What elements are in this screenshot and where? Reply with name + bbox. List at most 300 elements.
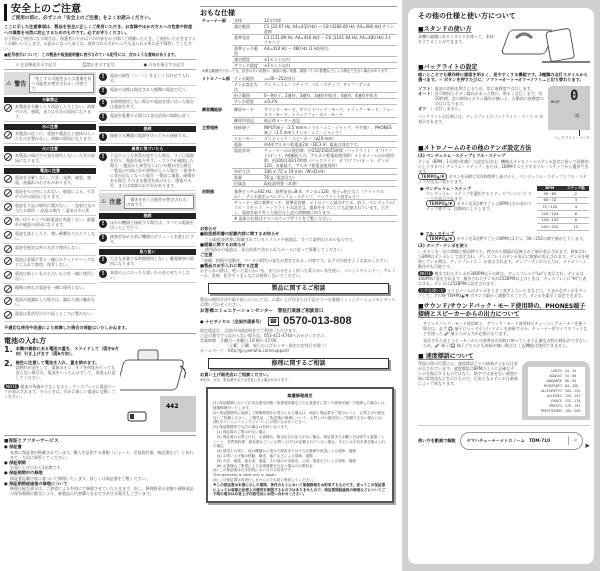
speed-section: [418, 361, 590, 420]
warranty-item-head: ● 保証書: [4, 444, 22, 450]
tempo-section: [418, 153, 590, 183]
safety-item-text: 電池を下記の場所に置かない。・直射日光の当たる場所 ・高温の車内 ・湿気の多い所: [15, 203, 95, 214]
caution-desc: 「傷害を負う可能性が想定される」内容です。: [124, 195, 194, 209]
bpm-cell: 4: [563, 204, 589, 211]
consult-text: 製品の使用方法や取り扱いについては、お買い上げ店または下記ヤマハお客様コミュニケーションセンターへお問い合わせください。: [200, 297, 396, 308]
safety-item: [4, 256, 96, 270]
instruction-icon: !: [99, 153, 107, 161]
spec-value: ※ 最新の仕様はヤマハのウェブサイトをご覧ください。: [232, 215, 397, 221]
backlight-mark-text: バックライト点灯時には、ディスプレイにバックライト・マーク ☼ が表示されます。: [418, 113, 544, 124]
repair-title: 修理に関するご相談: [208, 358, 389, 369]
prohibition-icon: [4, 285, 12, 293]
step-text: 本機の裏側にある電池の蓋を、スライドして（図中a方向）引き上げます（図b方向）。: [15, 346, 119, 357]
repair-text-block: [200, 372, 397, 382]
display-beat: BEAT: [551, 99, 560, 104]
spec-value: ±1セント以内: [262, 57, 397, 63]
left-column: [4, 4, 196, 496]
consult-line: 固定電話は、全国市内通話料金でご利用いただけます。: [200, 328, 300, 334]
spec-row: [200, 35, 397, 46]
notice-caution-title: ご注意: [200, 252, 213, 258]
stand-title: ■スタンドの使い方: [418, 26, 472, 33]
spec-value: C3 (131.89 Hz, A4=410 Hz) ～ C6 (1141.64 Hz, A4=480 Hz) 3オクターブ: [262, 35, 397, 46]
safety-item-text: 本製品を分解したり改造したりしない。故障やけが、感電、または火災の原因になります。: [15, 104, 95, 120]
step-number: 2.: [4, 358, 13, 368]
warranty-item-head: ● 保証期間: [4, 459, 26, 465]
safety-item: [99, 112, 196, 124]
safety-item: [4, 188, 96, 202]
term-name: LENTO: [551, 368, 562, 373]
disclaimer: 不適切な使用や改造により故障した場合の保証はいたしかねます。: [4, 324, 130, 330]
spec-key: 基準発音: [232, 35, 262, 46]
spec-key: 電池寿命: [232, 148, 262, 169]
safety-item-text: 電池の極性（＋／−）を正しく合わせて入れる。: [110, 73, 190, 84]
notices-section: [200, 226, 397, 278]
bpm-cell: 192～252: [537, 224, 563, 231]
spec-key: 質量: [232, 175, 262, 181]
group-header: 接続: [99, 126, 196, 132]
safety-item-text: 下記のような異常が発生した場合、すぐに電源を切り、電池を取り外す。・ブラグが破損した場合 ・製品から異常なにおいや煙が出た場合 ・製品の内部に水や異物が入った場合 ・使用中に音が出なくなった場合 ・製品に亀裂、破損がある場合 そのまま使用を続けると、感電や火災、または故障のおそれがあります。: [110, 153, 196, 189]
battery-illustration: [120, 346, 196, 432]
spec-row: [200, 148, 397, 169]
specs-title: おもな仕様: [200, 9, 235, 17]
spec-group: 主要規格: [202, 125, 218, 130]
legend-prohibit-label: 禁止を示す記号: [86, 61, 115, 67]
free-repair-item: (6) お客様のご要望により出張修理を行なう場合の出張料金: [213, 463, 313, 468]
caution-icon: ⚠: [101, 198, 107, 206]
instruction-icon: !: [99, 113, 107, 121]
consult-line: 上記の番号でつながらない場合は、053-411-4744へおかけください。: [200, 333, 329, 339]
warning-column-left: [4, 72, 96, 322]
safety-item: [4, 103, 96, 122]
spec-group: [200, 82, 232, 93]
spec-note-row: [200, 69, 397, 75]
spec-value: ±0.2%: [262, 99, 397, 105]
spec-group: [200, 35, 232, 46]
spec-value: チューナーのみ使用時：約250/150/25時間（バックライト：オフ/ソフト/オート、A4連続入力、アルカリ乾電池使用時）メトロノームのみ使用時：約200/130/17時間（バックライト：オフ/ソフト/オート、テンポ120、音量最大、アルカリ乾電池使用時）: [262, 148, 397, 169]
battery-step-2: [4, 360, 119, 380]
instruction-icon: !: [99, 99, 107, 107]
backlight-text: 暗いところでも操作時に画面を明るく、見やすくする機能です。3種類の点灯スタイルから選べます。☼ ボタンを押すたびに、ソフト→オート→オフ→ソフト…と切り替わります。: [418, 72, 588, 83]
term-range: 66 - 84: [565, 378, 577, 383]
tempo-terms-illustration: [522, 361, 590, 420]
prohibition-icon: [4, 231, 12, 239]
notice-caution-text: 「故障、損傷や誤動作、データの損失の発生が想定される」内容です。以下の内容をよくお読みください。: [200, 257, 392, 263]
step-subtext: 誤動作が発生して、電源のオン、オフを何度か行っても直らない場合は、電池をいったんはずして、再度入れ直してください。: [15, 365, 116, 381]
spec-value: 76 g（電池含む）: [262, 175, 397, 181]
free-repair-item: (5) この保証書は再発行しませんので大切に保管してください。: [213, 478, 317, 482]
spec-row: [200, 107, 397, 118]
spec-group: メトロノーム部: [202, 76, 230, 81]
term-range: 120 - 152: [565, 393, 581, 398]
safety-item-text: 使い切りタイプの乾電池は充電しない。液漏れや破裂の原因になります。: [15, 217, 95, 228]
repair-note: ※住所、社名、電話番号などは変更になる場合があります。: [200, 377, 291, 382]
notice-text: 使用済みの電池は、各自治体で決められたルールに従って廃棄してください。: [205, 247, 345, 253]
bpm-cell: 60～72: [537, 197, 563, 204]
specs-table: [200, 18, 397, 223]
phone-number[interactable]: 0570-013-808: [283, 315, 352, 328]
consult-homepage[interactable]: ホームページ http://jp.yamaha.com/support/: [200, 348, 290, 354]
spec-value: ♩=30～252回/分: [262, 76, 397, 82]
safety-title: 安全上のご注意: [11, 4, 81, 15]
cursor-pointer-icon: ➤: [584, 441, 590, 450]
group-header: 接続: [99, 213, 196, 219]
backlight-mode-desc: 音の検知とボタン操作があった時に、明るく点灯します。約10秒間、音の検知とボタン操作が無いと、自動的に低輝度の点灯になります。: [434, 91, 544, 107]
prohibition-icon: [4, 203, 12, 211]
tempo-button: TEMPO▲/▼: [418, 173, 447, 180]
bpm-cell: 72～120: [537, 204, 563, 211]
stand-section: [418, 34, 590, 64]
spec-row: [200, 82, 397, 93]
safety-item-text: 大きな音量で長時間使用しない。聴覚障害の原因になります。: [110, 256, 194, 267]
full-step-text: [418, 236, 590, 241]
caution-box: [99, 193, 196, 211]
divider: [4, 435, 196, 436]
safety-item-text: 電池は乳幼児の手の届くところに置かない。: [15, 311, 95, 317]
group-header: 取り扱い: [99, 249, 196, 255]
spec-row: [200, 24, 397, 35]
warning-box: [4, 72, 96, 95]
bpm-cell: 8: [563, 217, 589, 224]
display-digit: 0: [570, 87, 579, 104]
term-name: VIVACE: [550, 398, 562, 403]
pendulum-text2: ボタンを1回押すごとにBPMは右の表のステップ値ずつ、段階的に上下します。: [426, 201, 532, 212]
free-repair-item: (1) 保証書のご提示がない場合: [213, 430, 266, 435]
notice-head: ■取扱説明書の記載内容に関するお知らせ: [200, 231, 280, 237]
safety-item: [99, 132, 196, 144]
consult-hours: 営業時間 月曜日～金曜日 10:00～17:00: [200, 338, 277, 344]
spec-value: C1 (32.67 Hz, A4=410 Hz) ～ C8 (4186.00 Hz, A4=480 Hz) サイン波時: [262, 24, 397, 35]
group-header: 分解禁止: [4, 97, 96, 103]
symbols-note: ■記号表示について：この製品や取扱説明書に表示されている記号には、次のような意味があります。: [4, 52, 179, 58]
display-illustration: [548, 86, 590, 130]
safety-item-text: 演奏を始める前に機器のボリュームを最小にする。: [110, 234, 194, 245]
tempo-button: TEMPO▲/▼: [426, 200, 455, 207]
spec-value: チューナー部の基準ピッチ、基準発音値、メトロノーム部のテンポ、拍子、ペンデュラム/フル・ステップ、バックライトの設定は、電源をオフにしても記憶されています。ただし、電池を取り外した場合は上記の初期値に戻ります。: [232, 199, 397, 215]
backlight-mode: [418, 106, 544, 111]
safety-item: [4, 244, 96, 256]
safety-item: [4, 270, 96, 284]
term-range: 192 - 208: [565, 408, 581, 413]
spec-row: [200, 199, 397, 215]
warning-desc: 「死亡する可能性または重傷を負う可能性が想定される」内容です。: [29, 74, 94, 93]
legend-instruct-label: 行為を指示する記号: [148, 61, 185, 67]
safety-item: [99, 219, 196, 233]
safety-item: [4, 130, 96, 144]
video-row: [418, 432, 590, 450]
spec-key: 測定範囲: [232, 24, 262, 35]
safety-item-text: 電池の交換は指定された種類の電池で行う。: [110, 87, 190, 93]
safety-item: [4, 230, 96, 244]
spec-key: 拍子範囲: [232, 93, 262, 99]
consult-details: [200, 328, 397, 353]
instruction-icon: !: [99, 234, 107, 242]
bpm-cell: 3: [563, 197, 589, 204]
tip-badge: 上手な使い方: [420, 287, 444, 293]
free-repair-item: (1) 保証期間において正常な使用状態（取扱説明書などの注意書きに従った使用状態）で故障した場合には無償修理をいたします。: [213, 401, 385, 411]
spec-key: テンポ範囲: [232, 76, 262, 82]
video-label: 使い方を動画で解説: [418, 437, 456, 443]
bpm-row: [537, 224, 589, 231]
safety-item: [99, 233, 196, 247]
battery-title: 電池の入れ方: [4, 337, 46, 346]
notice-care-head: ■製品のお手入れに関する注意: [200, 262, 259, 268]
step-number: 1.: [4, 345, 13, 355]
full-step-title: ● フル・ステップ: [420, 230, 455, 236]
instruction-icon: !: [99, 220, 107, 228]
spec-value: 12平均律: [262, 18, 397, 24]
prohibition-icon: [4, 245, 12, 253]
warranty-item-head: ● 保証期間経過後の修理について: [4, 480, 68, 486]
backlight-title: ■バックライトの設定: [418, 64, 478, 71]
navi-dial-icon: ☎: [269, 317, 278, 325]
prohibition-icon: [4, 271, 12, 279]
safety-subtitle: ご使用の前に、必ずこの「安全上のご注意」をよくお読みください。: [11, 16, 154, 21]
step-text: 極性に注意して電池を入れ、蓋を閉めます。: [15, 359, 100, 365]
usage-content: [418, 12, 590, 450]
safety-item: [4, 174, 96, 188]
spec-value: サウンド・モード、サウンドバック・モード、トラック・モード、フォーカス・モード、トラックフォーカス・モード: [262, 107, 397, 118]
spec-key: 付属品: [232, 181, 262, 187]
display-readout: 442: [166, 403, 179, 411]
prohibition-icon: [4, 311, 12, 319]
battery-note: [4, 384, 119, 399]
free-repair-title: 無償修理規定: [287, 392, 313, 398]
free-repair-item: (3) 保証期間内でも次の場合は有料となります。: [213, 425, 291, 430]
note-text: 電池の残量が少なくなると、ディスプレイに電池マークが表示されます。そのときは、早めに新しい電池に交換してください。: [4, 384, 116, 400]
instruction-icon: !: [99, 87, 107, 95]
safety-item: [4, 202, 96, 216]
safety-item: [99, 98, 196, 112]
free-repair-item: (2) 保証書のお買上げ日、お客様名、販売店名の記入がない場合、保証書または購入を証明する書類（レシート、売買契約書、納品書など）にお買い上げ日が記載されていない場合、あるいは字句を書き換えられた場合: [213, 434, 386, 449]
spec-key: テンポ精度: [232, 99, 262, 105]
safety-item-text: 種類の異なる電池を一緒に使用しない。: [15, 285, 87, 291]
navi-label: ● ナビダイヤル（全国共通番号）: [200, 318, 264, 324]
video-search-box[interactable]: [460, 432, 583, 450]
spec-value: A4=410 Hz ～ 480 Hz (1 Hz単位): [262, 46, 397, 57]
term-range: 54 - 66: [565, 373, 577, 378]
sound-title: ■サウンド/サウンドバック・モード使用時の、PHONES端子接続とスピーカーからの出力について: [418, 302, 586, 318]
divider: [4, 333, 196, 334]
spec-key: 測定精度: [232, 57, 262, 63]
pendulum-step: [418, 186, 533, 211]
tap-tempo-title: (2) タップ・テンポを使う: [418, 243, 468, 249]
spec-key: サウンド精度: [232, 63, 262, 69]
backlight-modes: [418, 86, 544, 112]
bpm-cell: 12: [563, 224, 589, 231]
tempo-title: ■メトロノームのその他のテンポ設定方法: [418, 145, 532, 153]
group-header: 異常に気づいたら: [99, 146, 196, 152]
safety-item: [4, 296, 96, 310]
bpm-row: [537, 197, 589, 204]
spec-group: [200, 148, 232, 169]
spec-value: 0～9拍子、2連符、3連符、3連符中抜き、4連符、4連符中抜き: [262, 93, 397, 99]
free-repair-box: [206, 387, 394, 503]
divider: [418, 425, 590, 426]
pendulum-text: ペンデュラム・ステップを選択するとディスプレイに Ⓟ マークが表示されます。: [426, 191, 532, 202]
notice-care-text: お手入れの際は、乾いた柔らかい布、または水をよく絞った柔らかい布を使い、ベンジンやシンナー、アルコール、洗剤、化学ぞうきんなどは使用しないでください。: [200, 268, 396, 279]
middle-column: [200, 6, 397, 503]
group-header: 水に注意: [4, 124, 96, 130]
tempo-text2: ボタンを同時に約1秒間押し続けると、ペンデュラム・ステップとフル・ステップが交互に変わります。: [418, 173, 587, 184]
battery-section: [4, 346, 196, 432]
search-icon[interactable]: ⌕: [568, 436, 582, 445]
pendulum-title: ● ペンデュラム・ステップ: [420, 185, 471, 191]
term-name: ALLEGRO: [547, 393, 562, 398]
bpm-cell: 2: [563, 191, 589, 197]
prohibition-icon: [4, 175, 12, 183]
spec-key: 練習モード: [232, 107, 262, 118]
backlight-mode-name: オフ ：: [418, 106, 435, 112]
warranty-item-text: 本書に保証書が掲載されています。購入を証明する書類（レシート、売買契約書、納品書など）とあわせて、大切に保管してください。: [10, 449, 194, 460]
repair-text: お買い上げ販売店にご相談ください。: [200, 372, 272, 378]
spec-row: [200, 189, 397, 200]
term-name: PRESTISSIMO: [540, 408, 562, 413]
safety-item-text: 電池を分解しない。火災、発熱、破裂、感電、液漏れのおそれがあります。: [15, 175, 91, 186]
term-range: 84 - 100: [565, 383, 579, 388]
video-search-query[interactable]: ヤマハチューナーメトロノーム TDM-710: [466, 437, 550, 443]
tap-tempo-section: [418, 243, 590, 297]
navi-dial: [200, 314, 397, 328]
spec-group: 練習機能部: [202, 106, 222, 112]
warranty-title: ■保証とアフターサービス: [4, 439, 59, 445]
warning-label: 警告: [14, 80, 27, 88]
safety-item-text: 本製品の周辺で火気を使用しない。火災の原因になります。: [15, 153, 95, 164]
prohibition-icon: [4, 189, 12, 197]
tempo-text1: テンポ（BPM＝1分間の拍数）の設定方法は、機械式メトロノームのテンポ設定に従って段階的に上下するペンデュラム・ステップ、または、1BPMずつ上下するフル・ステップから選択できます。: [418, 158, 589, 174]
bpm-header: ステップ値: [563, 186, 589, 192]
bpm-row: [537, 217, 589, 224]
safety-item: [99, 255, 196, 269]
safety-item-text: 電池が液漏れした場合は、漏れた液に触れない。: [15, 297, 95, 308]
bpm-header: BPM: [537, 186, 563, 192]
backlight-left: [418, 86, 544, 124]
backlight-sun-icon: ☼: [574, 111, 581, 120]
spec-row: [200, 125, 397, 136]
spec-key: 練習用表記: [232, 117, 262, 123]
term-range: 100 - 120: [565, 388, 581, 393]
instruction-icon: !: [99, 133, 107, 141]
warning-icon: ⚠: [6, 79, 12, 87]
term-range: 176 - 192: [565, 403, 581, 408]
safety-item-text: 電池を落としたり、強い衝撃を与えたりしない。: [15, 231, 95, 242]
sound-item: サウンドバック・モード使用時と、サウンド・モード使用時にチューニングメーターを使う場合は、必ず 🎧 端子にヘッドホン/イヤホンを接続するか、チューナー用マイクロフォンなどを使った 🎤 端子への入力が必要になります。: [423, 320, 588, 336]
term-name: PRESTO: [549, 403, 562, 408]
spec-value: ペンデュラム・ステップ、フル・ステップ、タップ・テンポ: [262, 82, 397, 93]
free-repair-item: (4) この保証書は日本国内においてのみ有効です。: [213, 468, 295, 473]
legend-prohibit: ⃠ 禁止を示す記号: [85, 61, 115, 67]
instruction-icon: !: [99, 256, 107, 264]
spec-key: スピーカー: [232, 136, 262, 142]
spec-value: 純正律メーター表記: [262, 117, 397, 123]
legend-attention: ⚠ 注意喚起を示す記号: [15, 61, 57, 67]
prohibition-icon: [4, 131, 12, 139]
backlight-mode: [418, 91, 544, 106]
display-figure: [548, 86, 590, 140]
warning-columns: [4, 72, 196, 322]
prohibition-icon: [4, 217, 12, 225]
term-name: ADAGIO: [549, 373, 562, 378]
battery-steps: [4, 346, 119, 399]
prohibition-icon: [4, 153, 12, 161]
spec-group: [200, 199, 232, 215]
spec-value: 取扱説明書（本書）: [262, 181, 397, 187]
spec-group: [200, 46, 232, 57]
safety-item: [99, 86, 196, 98]
consult-center: お客様コミュニケーションセンター 管弦打楽器ご相談窓口: [200, 309, 324, 315]
full-step-desc: ボタンを1回押すごとにBPMは1ずつ、30～252の間で値が上下します。: [456, 236, 587, 242]
safety-item-text: 電池を指定以外の方法で使用しない。: [15, 245, 83, 251]
term-name: MODERATO: [543, 383, 562, 388]
safety-item-text: 接続する機器の電源を切ってから接続する。: [110, 133, 190, 139]
bpm-row: [537, 204, 589, 211]
bpm-step-table: [537, 186, 589, 231]
notice-head: ■廃棄に関するお知らせ: [200, 241, 246, 247]
spec-key: テンポ設定方法: [232, 82, 262, 93]
spec-value: 106 × 72 × 19 mm（W×D×H）: [262, 169, 397, 175]
tip-text: メトロノームのテンポを大きく変更したいときなどに、大まかなテンポをタップして、その後 TEMPO▲/▼ ボタンで細かく調整することで、テンポを素早く設定できます。: [418, 287, 587, 298]
spec-group: 初期値: [202, 188, 214, 194]
product-consult-title: 製品に関するご相談: [208, 283, 389, 294]
spec-group: チューナー部: [202, 18, 226, 23]
backlight-mode-name: ソフト：: [418, 85, 435, 91]
term-name: ALLEGRETTO: [541, 388, 562, 393]
safety-item: [4, 284, 96, 296]
notice-text: この取扱説明書に掲載されているイラストや画面は、すべて説明のためのものです。: [205, 236, 357, 242]
safety-header: [4, 4, 196, 21]
consult-hours-note: （土曜、日曜、祝日およびセンター指定の定休日を除く）: [225, 343, 329, 349]
speed-title: ■ 速度標語について: [418, 352, 474, 360]
warranty-item-text: 保証書記載内容に基づいて修理いたします。詳しくは保証書をご覧ください。: [10, 475, 150, 481]
warranty-item-head: ● 保証期間中の修理: [4, 470, 43, 476]
free-repair-item: (5) 火災、地震、風水害、落雷、その他の天災地変、公害、塩害などによる故障、損傷: [213, 458, 356, 463]
group-header: 火に注意: [4, 146, 96, 152]
speed-text: 背面の図の位置には、速度標語ごとの演奏テンポの目安が示されています。速度標語はBPMのように正確なテンポを指示するものではなく、数字では表せない曲想や曲の雰囲気などを示すもので、目安となるテンポは楽曲によって異なります。: [418, 360, 518, 386]
safety-item: [99, 72, 196, 86]
free-repair-item: This warranty is valid only in Japan.: [213, 473, 277, 478]
notices-title: お知らせ: [200, 226, 217, 231]
free-repair-item: (2) 保証期間内に故障して無償修理をお受けになる場合は、商品と保証書をご提示のうえ、お買上げの販売店にご依頼ください。ご贈答品、ご転居後の修理について、お買上げの販売店にご依頼できない場合には、(株)ヤマハミュージックジャパンにお問い合わせください。: [213, 410, 386, 425]
spec-value: ±1セント以内: [262, 63, 397, 69]
free-repair-item: (4) お買い上げ後の移動、輸送、落下などによる故障、損傷: [213, 454, 313, 459]
sound-item: 発音された音とスピーカーからの基準音が同時に鳴っていると正確な音程の検出ができないため、🎤 端子/🎧 端子どちらにも接続が無い場合は 上記機能は使用できません。: [423, 337, 587, 348]
warranty-section: [4, 439, 196, 496]
backlight-section: [418, 86, 590, 140]
note-badge: NOTE: [6, 384, 18, 390]
safety-intro-bold: ここに示した注意事項は、製品を安全に正しくご使用いただき、お客様やほかの方々への危害や財産への損害を未然に防止するためのものです。必ずお守りください。: [4, 24, 193, 35]
symbol-legend: [4, 59, 196, 70]
safety-item: [4, 152, 96, 166]
free-repair-item: ※この保証書は本書に示した期間、条件のもとにおいて無償修理をお約束するものです。従ってこの保証書によってお客様の法律上の権利を制限するものではありませんので、保証期間経過後の修理などについてご不明の場合はお買上げの販売店にお問い合わせください。: [213, 482, 386, 497]
safety-item: [99, 152, 196, 191]
battery-step-1: [4, 346, 119, 357]
safety-item: [4, 216, 96, 230]
tempo-term: [530, 409, 583, 414]
safety-item-text: 電池を廃棄する場合は各自治体の規則に従う。: [110, 113, 194, 119]
safety-intro: お子様がご使用になる場合は、保護者の方が以下の内容をお子様にご理解いただき、ご使用いただきますようお願いいたします。お読みになったあとは、使用される方がいつでも見られる所に必ず保管してください。: [4, 36, 196, 52]
free-repair-item: (3) 使用上の誤り、他の機器から受けた障害または不当な修理や改造による故障、損傷: [213, 449, 356, 454]
safety-item: [99, 269, 196, 283]
instruction-icon: !: [99, 73, 107, 81]
group-header: 電池に注意: [4, 168, 96, 174]
prohibition-icon: [4, 257, 12, 265]
legend-instruct: ● 行為を指示する記号: [143, 61, 185, 67]
term-range: 44 - 54: [565, 368, 577, 373]
instruction-icon: !: [99, 270, 107, 278]
caution-label: 注意: [109, 199, 122, 207]
bpm-row: [537, 211, 589, 218]
spec-key: 外形寸法: [232, 169, 262, 175]
tempo-terms-list: [528, 367, 585, 416]
